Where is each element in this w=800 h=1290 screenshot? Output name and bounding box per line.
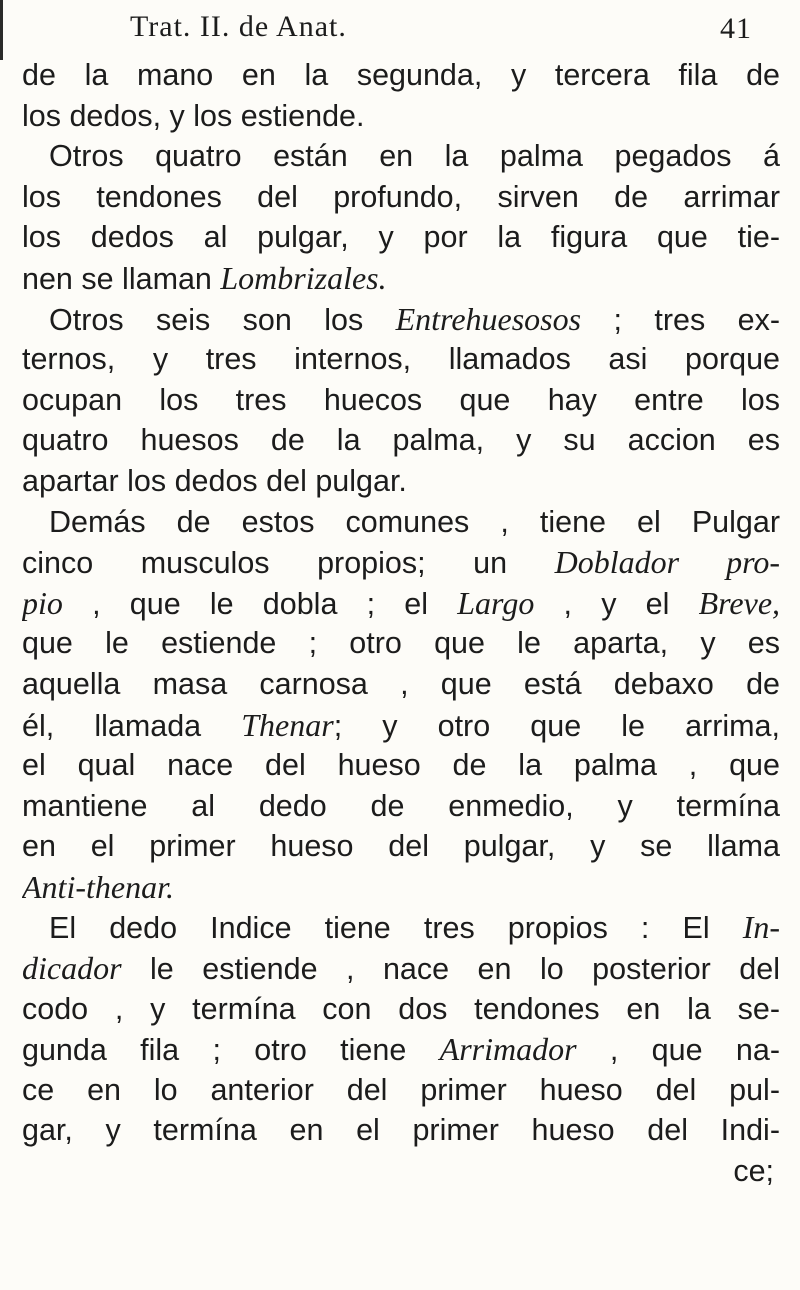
text-segment: cinco musculos propios; un <box>22 546 555 581</box>
text-segment: el qual nace del hueso de la palma , que <box>22 748 780 783</box>
italic-term: Arrimador <box>439 1031 577 1068</box>
text-line <box>22 339 780 380</box>
text-segment: ; tres ex- <box>581 302 780 337</box>
text-line <box>22 705 780 746</box>
italic-term: Doblador pro- <box>554 544 780 581</box>
text-segment: los dedos al pulgar, y por la figura que tie- <box>22 220 780 255</box>
page-edge-mark <box>0 0 3 60</box>
text-line <box>22 664 780 705</box>
text-segment: El dedo Indice tiene tres propios : El <box>49 911 743 946</box>
text-segment: nen se llaman <box>22 261 221 296</box>
body-text <box>22 55 780 1192</box>
italic-term: In- <box>742 909 780 946</box>
text-segment: él, llamada <box>22 708 242 743</box>
text-line <box>22 542 780 583</box>
italic-term: Largo <box>457 584 535 621</box>
text-segment: Otros quatro están en la palma pegados á <box>49 139 780 174</box>
text-line <box>22 786 780 827</box>
text-segment: ce en lo anterior del primer hueso del pul- <box>22 1072 780 1107</box>
page-header <box>130 10 780 50</box>
text-line <box>22 177 780 218</box>
page-number: 41 <box>720 12 752 45</box>
text-line <box>22 380 780 421</box>
italic-term: Thenar <box>241 706 334 743</box>
text-line <box>22 502 780 543</box>
text-segment: apartar los dedos del pulgar. <box>22 463 407 498</box>
text-segment: Demás de estos comunes , tiene el Pulgar <box>49 504 780 539</box>
text-segment: ocupan los tres huecos que hay entre los <box>22 382 780 417</box>
text-segment: quatro huesos de la palma, y su accion es <box>22 423 780 458</box>
text-segment: ; y otro que le arrima, <box>333 708 780 743</box>
text-segment: gar, y termína en el primer hueso del Indi- <box>22 1113 780 1148</box>
text-segment: aquella masa carnosa , que está debaxo de <box>22 666 780 701</box>
text-line <box>22 826 780 867</box>
text-line <box>22 55 780 96</box>
text-line <box>22 1029 780 1070</box>
text-line <box>22 420 780 461</box>
text-segment: gunda fila ; otro tiene <box>22 1033 440 1068</box>
text-segment: en el primer hueso del pulgar, y se llama <box>22 829 780 864</box>
running-title: Trat. II. de Anat. <box>130 10 347 43</box>
text-segment: los tendones del profundo, sirven de arrimar <box>22 179 780 214</box>
text-line <box>22 299 780 340</box>
catchword: ce; <box>733 1154 774 1189</box>
text-line <box>22 136 780 177</box>
text-segment: los dedos, y los estiende. <box>22 98 365 133</box>
text-segment: mantiene al dedo de enmedio, y termína <box>22 788 780 823</box>
text-segment: de la mano en la segunda, y tercera fila de <box>22 58 780 92</box>
italic-term: Entrehuesosos <box>395 300 582 337</box>
text-segment: , y el <box>534 586 699 621</box>
text-line <box>22 623 780 664</box>
text-line <box>22 907 780 948</box>
text-line <box>22 583 780 624</box>
text-segment: ternos, y tres internos, llamados asi porque <box>22 342 780 377</box>
italic-term: dicador <box>22 950 122 987</box>
text-segment: , que na- <box>576 1033 780 1068</box>
italic-term: Breve, <box>698 584 780 621</box>
text-line <box>22 217 780 258</box>
italic-term: pio <box>22 584 63 621</box>
text-line <box>22 1110 780 1151</box>
text-line <box>22 96 780 137</box>
text-segment: que le estiende ; otro que le aparta, y es <box>22 626 780 661</box>
text-line <box>22 989 780 1030</box>
italic-term: Lombrizales. <box>220 259 387 296</box>
text-line <box>22 461 780 502</box>
text-line <box>22 745 780 786</box>
text-line <box>22 948 780 989</box>
text-line <box>22 1070 780 1111</box>
text-segment: , que le dobla ; el <box>62 586 458 621</box>
text-line <box>22 867 780 908</box>
text-line <box>22 258 780 299</box>
text-segment: codo , y termína con dos tendones en la se- <box>22 991 780 1026</box>
italic-term: Anti-thenar. <box>22 868 174 905</box>
text-segment: Otros seis son los <box>49 302 396 337</box>
text-segment: le estiende , nace en lo posterior del <box>121 952 780 987</box>
